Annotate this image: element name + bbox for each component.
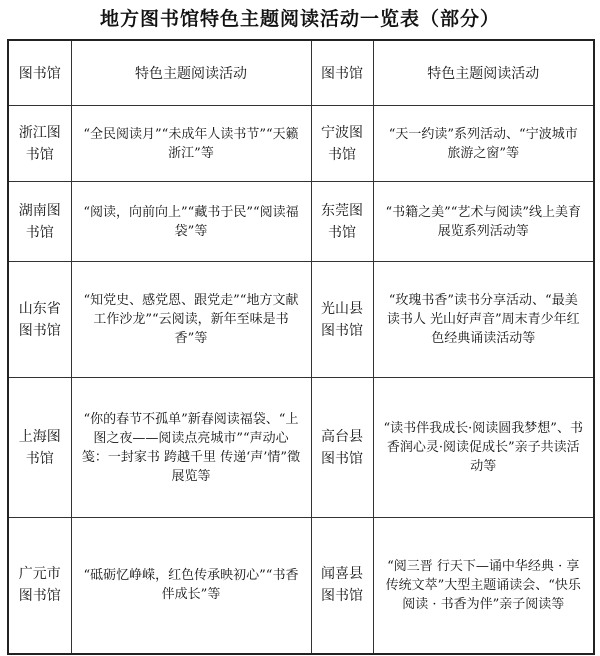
table-row <box>8 518 594 654</box>
table-header-row <box>8 40 594 106</box>
library-name: 浙江图书馆 <box>8 106 71 182</box>
header-activity-left: 特色主题阅读活动 <box>71 40 311 106</box>
library-name: 光山县图书馆 <box>311 262 373 378</box>
activity-description: “玫瑰书香”读书分享活动、“最美读书人 光山好声音”周末青少年红色经典诵读活动等 <box>373 262 594 378</box>
library-name: 东莞图书馆 <box>311 182 373 262</box>
activity-description: “书籍之美”“艺术与阅读”线上美育展览系列活动等 <box>373 182 594 262</box>
library-name: 闻喜县图书馆 <box>311 518 373 654</box>
activity-description: “阅读，向前向上”“藏书于民”“阅读福袋”等 <box>71 182 311 262</box>
page-title: 地方图书馆特色主题阅读活动一览表（部分） <box>99 8 500 30</box>
header-activity-right: 特色主题阅读活动 <box>373 40 594 106</box>
table-row <box>8 378 594 518</box>
header-library-right: 图书馆 <box>311 40 373 106</box>
activity-description: “全民阅读月”“未成年人读书节”“天籁浙江”等 <box>71 106 311 182</box>
activity-table <box>7 39 595 655</box>
activity-description: “知党史、感党恩、跟党走”“地方文献工作沙龙”“云阅读，新年至味是书香”等 <box>71 262 311 378</box>
table-row <box>8 182 594 262</box>
activity-description: “砥砺忆峥嵘，红色传承映初心”“书香伴成长”等 <box>71 518 311 654</box>
table-row <box>8 262 594 378</box>
table-row <box>8 106 594 182</box>
library-name: 宁波图书馆 <box>311 106 373 182</box>
library-name: 山东省图书馆 <box>8 262 71 378</box>
library-name: 湖南图书馆 <box>8 182 71 262</box>
activity-description: “阅三晋 行天下—诵中华经典 · 享传统文萃”大型主题诵读会、“快乐阅读 · 书香为伴”亲子阅读等 <box>373 518 594 654</box>
activity-description: “你的春节不孤单”新春阅读福袋、“上图之夜——阅读点亮城市”“声动心笺：一封家书 跨越千里 传递‘声’情”徵展览等 <box>71 378 311 518</box>
header-library-left: 图书馆 <box>8 40 71 106</box>
library-name: 高台县图书馆 <box>311 378 373 518</box>
activity-description: “读书伴我成长·阅读圆我梦想”、书香润心灵·阅读促成长”亲子共读活动等 <box>373 378 594 518</box>
library-name: 上海图书馆 <box>8 378 71 518</box>
activity-description: “天一约读”系列活动、“宁波城市旅游之窗”等 <box>373 106 594 182</box>
library-name: 广元市图书馆 <box>8 518 71 654</box>
